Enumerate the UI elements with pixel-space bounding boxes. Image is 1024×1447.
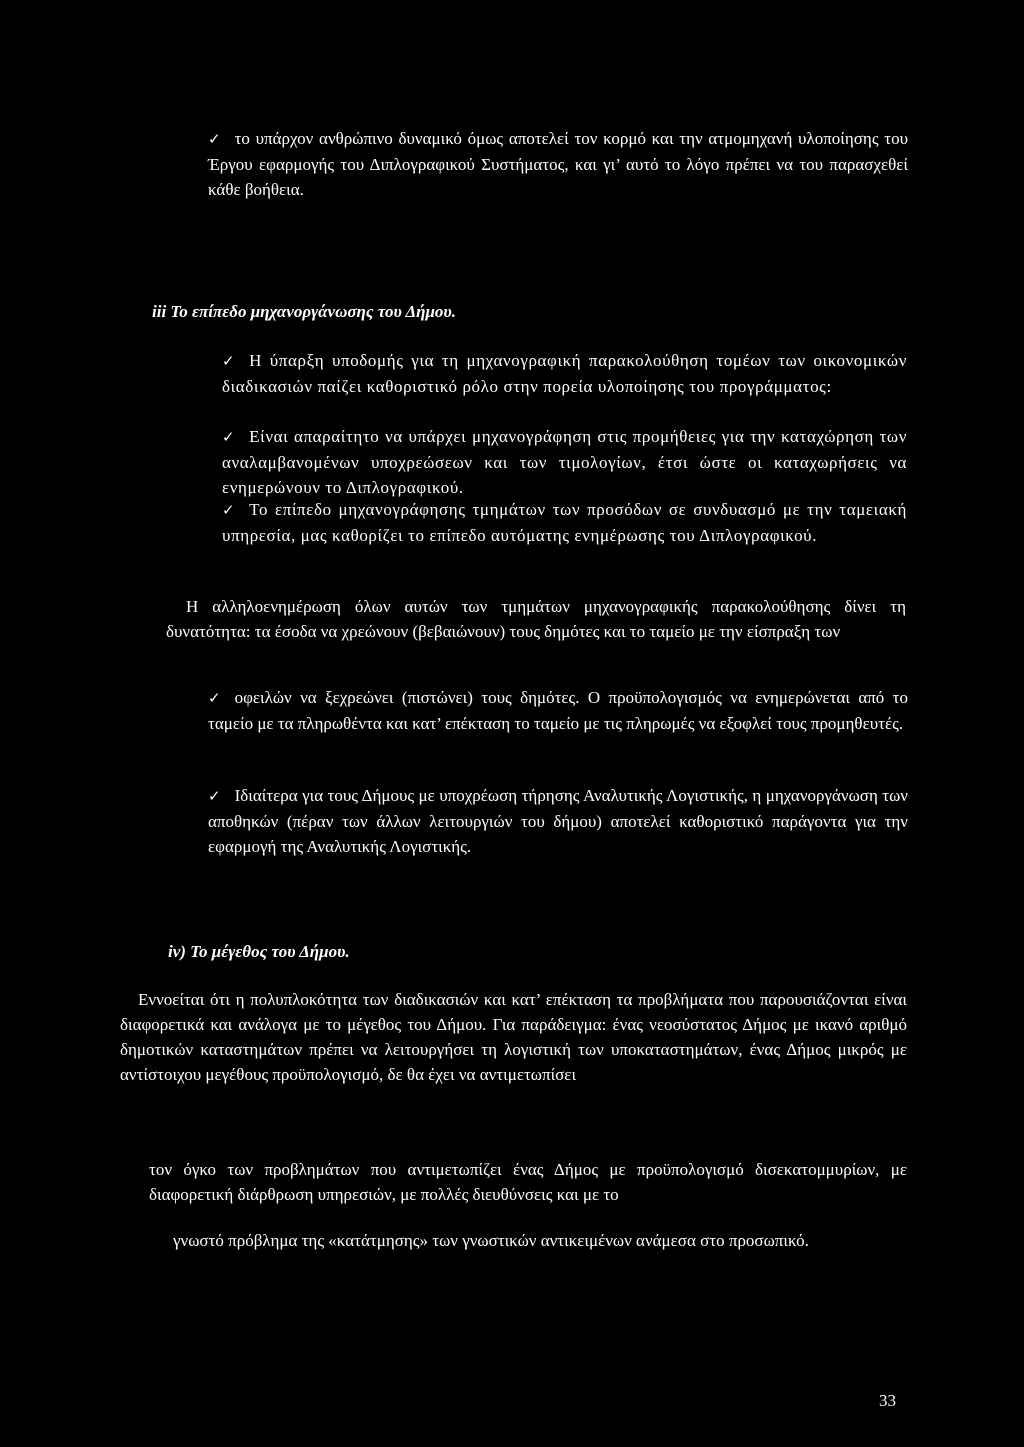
bullet-infrastructure-text: Η ύπαρξη υποδομής για τη μηχανογραφική παρακολούθηση τομέων των οικονομικών διαδικασιών παίζει καθοριστικό ρόλο στην πορεία υλοποίησης του προγράμματος:: [222, 351, 907, 396]
section-title-iv: iv) Το μέγεθος του Δήμου.: [168, 942, 350, 961]
section-title-iii: Το επίπεδο μηχανοργάνωσης του Δήμου.: [170, 302, 456, 321]
interupdate-paragraph: [166, 594, 906, 644]
bullet-infrastructure: [222, 348, 907, 399]
checkmark-icon: ✓: [208, 689, 221, 707]
section-heading-iv: [168, 939, 350, 964]
checkmark-icon: ✓: [222, 428, 236, 446]
checkmark-icon: ✓: [222, 352, 236, 370]
bullet-debts: [208, 685, 908, 736]
bullet-procurement-text: Είναι απαραίτητο να υπάρχει μηχανογράφηση στις προμήθειες για την καταχώρηση των αναλαμβανομένων υποχρεώσεων και των τιμολογίων, έτσι ώστε οι καταχωρήσεις να ενημερώνουν το Διπλογραφικού.: [222, 427, 907, 497]
intro-bullet-text: το υπάρχον ανθρώπινο δυναμικό όμως αποτελεί τον κορμό και την ατμομηχανή υλοποίησης του Έργου εφαρμογής του Διπλογραφικού Συστήματος, και γι’ αυτό το λόγο πρέπει να του παρασχεθεί κάθε βοήθεια.: [208, 129, 908, 199]
page-number: 33: [879, 1391, 896, 1410]
volume-text: τον όγκο των προβλημάτων που αντιμετωπίζει ένας Δήμος με προϋπολογισμό δισεκατομμυρίων, με διαφορετική διάρθρωση υπηρεσιών, με πολλές διευθύνσεις και με το: [149, 1160, 907, 1204]
checkmark-icon: ✓: [222, 501, 236, 519]
fragmentation-text: γνωστό πρόβλημα της «κατάτμησης» των γνωστικών αντικειμένων ανάμεσα στο προσωπικό.: [173, 1231, 809, 1250]
volume-paragraph: [149, 1157, 907, 1207]
complexity-paragraph: [120, 987, 907, 1087]
section-heading-iii: [152, 299, 456, 324]
intro-bullet-paragraph: [208, 126, 908, 202]
interupdate-text: Η αλληλοενημέρωση όλων αυτών των τμημάτων μηχανογραφικής παρακολούθησης δίνει τη δυνατότητα: τα έσοδα να χρεώνουν (βεβαιώνουν) τους δημότες και το ταμείο με την είσπραξη των: [166, 597, 906, 641]
bullet-procurement: [222, 424, 907, 500]
fragmentation-paragraph: [149, 1228, 891, 1253]
bullet-analytical-accounting-text: Ιδιαίτερα για τους Δήμους με υποχρέωση τήρησης Αναλυτικής Λογιστικής, η μηχανοργάνωση των αποθηκών (πέραν των άλλων λειτουργιών του δήμου) αποτελεί καθοριστικό παράγοντα για την εφαρμογή της Αναλυτικής Λογιστικής.: [208, 786, 908, 856]
bullet-debts-text: οφειλών να ξεχρεώνει (πιστώνει) τους δημότες. Ο προϋπολογισμός να ενημερώνεται από το ταμείο με τα πληρωθέντα και κατ’ επέκταση το ταμείο με τις πληρωμές να εξοφλεί τους προμηθευτές.: [208, 688, 908, 733]
section-number-iii: iii: [152, 302, 167, 321]
checkmark-icon: ✓: [208, 787, 221, 805]
checkmark-icon: ✓: [208, 130, 221, 148]
bullet-revenue-text: Το επίπεδο μηχανογράφησης τμημάτων των προσόδων σε συνδυασμό με την ταμειακή υπηρεσία, μας καθορίζει το επίπεδο αυτόματης ενημέρωσης του Διπλογραφικού.: [222, 500, 907, 545]
bullet-analytical-accounting: [208, 783, 908, 859]
complexity-text: Εννοείται ότι η πολυπλοκότητα των διαδικασιών και κατ’ επέκταση τα προβλήματα που παρουσιάζονται είναι διαφορετικά και ανάλογα με το μέγεθος του Δήμου. Για παράδειγμα: ένας νεοσύστατος Δήμος με ικανό αριθμό δημοτικών καταστημάτων πρέπει να λειτουργήσει τη λογιστική των υποκαταστημάτων, ένας Δήμος μικρός με αντίστοιχου μεγέθους προϋπολογισμό, δε θα έχει να αντιμετωπίσει: [120, 990, 907, 1084]
bullet-revenue: [222, 497, 907, 548]
